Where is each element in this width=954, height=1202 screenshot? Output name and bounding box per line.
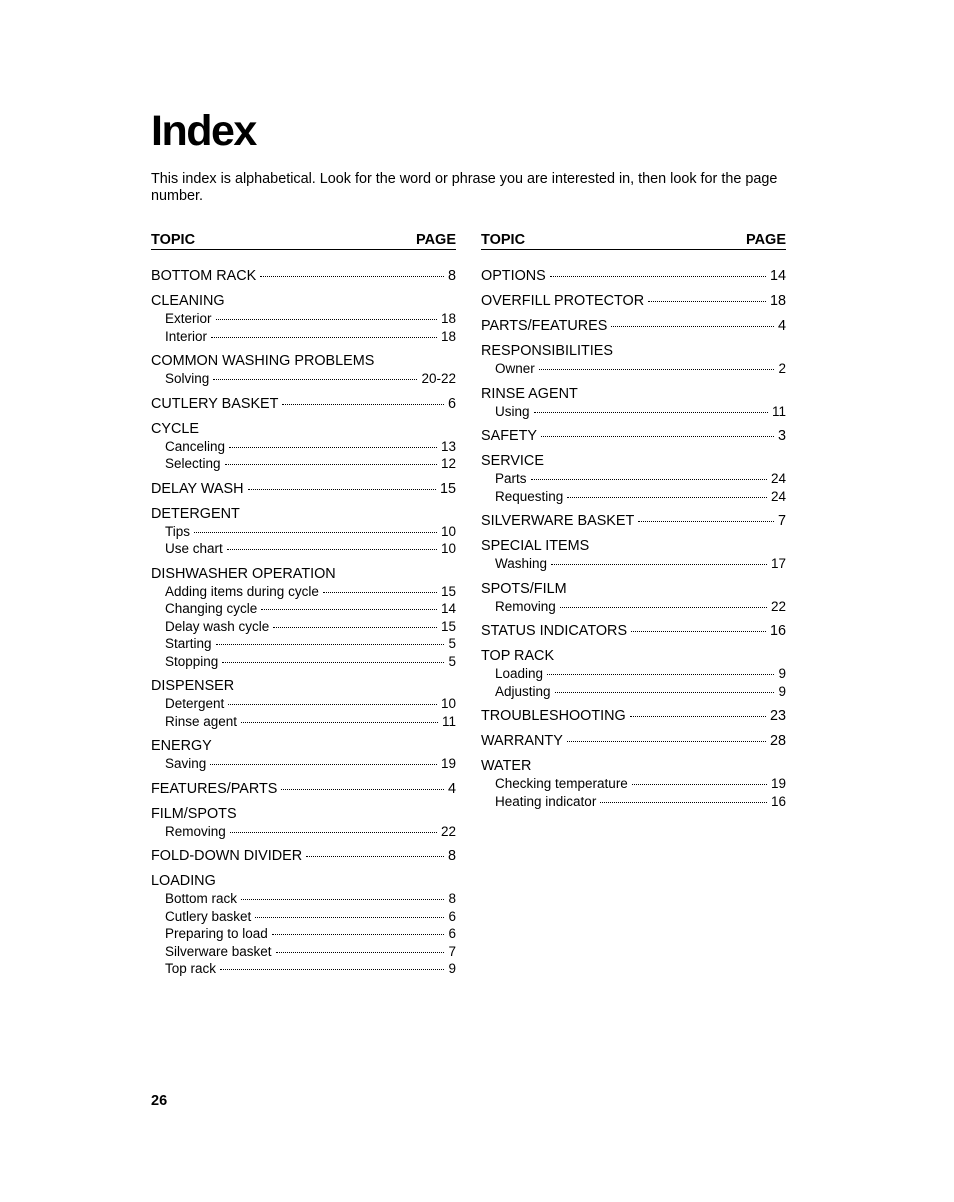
index-column-left — [151, 231, 456, 985]
entry-topic: OPTIONS — [481, 268, 546, 284]
dot-leader — [230, 832, 437, 833]
entry-page: 24 — [770, 488, 786, 504]
index-subentry — [481, 470, 786, 488]
entry-topic: SERVICE — [481, 453, 544, 469]
entry-topic: Exterior — [165, 311, 212, 326]
entry-page: 9 — [448, 961, 456, 976]
index-subentry — [151, 583, 456, 601]
index-subentry — [481, 598, 786, 616]
dot-leader — [630, 716, 766, 717]
dot-leader — [282, 404, 444, 405]
dot-leader — [600, 802, 767, 803]
entry-topic: Starting — [165, 636, 212, 651]
index-subentry — [151, 310, 456, 328]
entry-topic: WATER — [481, 758, 532, 774]
entry-page: 18 — [440, 328, 456, 344]
entry-topic: Selecting — [165, 456, 221, 471]
entry-page: 15 — [439, 480, 456, 497]
entry-topic: Preparing to load — [165, 926, 268, 941]
index-entry — [481, 317, 786, 335]
dot-leader — [228, 704, 437, 705]
dot-leader — [539, 369, 775, 370]
index-subentry — [481, 665, 786, 683]
entry-page: 24 — [770, 471, 786, 486]
index-entry — [151, 565, 456, 671]
index-entry — [481, 267, 786, 285]
entry-page: 10 — [440, 696, 456, 711]
entry-page: 3 — [777, 428, 786, 444]
entry-topic: DETERGENT — [151, 505, 240, 522]
index-entry — [151, 872, 456, 978]
entry-topic: FILM/SPOTS — [151, 805, 237, 822]
entry-page: 6 — [448, 926, 456, 941]
entry-topic: Owner — [495, 361, 535, 376]
index-subentry — [151, 653, 456, 671]
entry-page: 11 — [771, 403, 786, 419]
index-subentry — [481, 775, 786, 793]
index-subentry — [151, 695, 456, 713]
entry-topic: FOLD-DOWN DIVIDER — [151, 848, 303, 864]
index-subentry — [151, 438, 456, 456]
index-entry — [481, 580, 786, 616]
dot-leader — [255, 917, 444, 918]
entry-page: 18 — [440, 311, 456, 326]
dot-leader — [555, 692, 775, 693]
entry-page: 20-22 — [421, 371, 456, 386]
dot-leader — [225, 464, 437, 465]
index-subentry — [151, 328, 456, 346]
entry-topic: Top rack — [165, 961, 217, 976]
index-entry — [151, 420, 456, 473]
entry-topic: LOADING — [151, 873, 216, 889]
entry-page: 11 — [441, 713, 456, 729]
dot-leader — [611, 326, 774, 327]
index-entry — [151, 505, 456, 558]
entry-page: 7 — [448, 943, 456, 959]
entry-page: 5 — [448, 636, 456, 651]
index-entry — [481, 342, 786, 378]
entry-topic: Requesting — [495, 488, 564, 504]
dot-leader — [222, 662, 444, 663]
page-header: PAGE — [415, 232, 456, 248]
index-subentry — [481, 793, 786, 811]
entry-topic: Using — [495, 403, 530, 419]
page-title: Index — [151, 107, 256, 155]
index-subentry — [151, 540, 456, 558]
entry-topic: Parts — [495, 471, 527, 486]
entry-topic: Heating indicator — [495, 793, 597, 809]
index-entry-row — [151, 267, 456, 285]
dot-leader — [550, 276, 766, 277]
dot-leader — [648, 301, 766, 302]
entry-topic: TROUBLESHOOTING — [481, 708, 626, 724]
entry-page: 23 — [769, 708, 786, 724]
column-header — [151, 231, 456, 250]
dot-leader — [272, 934, 445, 935]
index-entry-row — [151, 847, 456, 865]
entry-page: 16 — [770, 793, 786, 809]
index-entry — [151, 352, 456, 388]
index-entry-row — [151, 395, 456, 413]
dot-leader — [273, 627, 437, 628]
entry-topic: RINSE AGENT — [481, 385, 578, 402]
entry-page: 19 — [440, 756, 456, 771]
index-subentry — [481, 683, 786, 701]
index-subentry — [151, 925, 456, 943]
index-entry — [151, 780, 456, 798]
dot-leader — [241, 722, 438, 723]
entry-topic: Washing — [495, 556, 548, 571]
index-entry — [151, 737, 456, 773]
entry-topic: SAFETY — [481, 428, 537, 444]
topic-header: TOPIC — [151, 232, 196, 248]
entry-topic: TOP RACK — [481, 648, 555, 664]
entry-page: 8 — [448, 891, 456, 906]
entry-page: 6 — [448, 908, 456, 924]
index-entry-row — [151, 480, 456, 498]
index-subentry — [151, 370, 456, 388]
entry-topic: Adding items during cycle — [165, 583, 319, 599]
index-entry-row — [481, 317, 786, 335]
entry-topic: Tips — [165, 523, 191, 539]
entry-topic: PARTS/FEATURES — [481, 318, 608, 334]
entry-page: 2 — [778, 361, 786, 376]
index-entry — [481, 622, 786, 640]
dot-leader — [216, 644, 445, 645]
entry-topic: RESPONSIBILITIES — [481, 343, 613, 359]
entry-page: 28 — [769, 733, 786, 749]
index-subentry — [151, 635, 456, 653]
dot-leader — [541, 436, 774, 437]
index-entry-row — [481, 427, 786, 445]
index-entry-row — [481, 622, 786, 640]
entry-topic: DISPENSER — [151, 678, 235, 694]
entry-page: 7 — [777, 513, 786, 529]
entry-topic: Cutlery basket — [165, 908, 252, 924]
entry-topic: DELAY WASH — [151, 480, 244, 497]
entry-topic: Solving — [165, 371, 210, 386]
entry-topic: Adjusting — [495, 683, 551, 699]
dot-leader — [281, 789, 444, 790]
entry-page: 22 — [770, 598, 786, 614]
dot-leader — [531, 479, 767, 480]
dot-leader — [551, 564, 767, 565]
entry-page: 18 — [769, 293, 786, 309]
entry-page: 19 — [770, 776, 786, 791]
entry-topic: Detergent — [165, 696, 225, 711]
dot-leader — [276, 952, 445, 953]
index-entry-row — [151, 780, 456, 798]
entry-topic: Checking temperature — [495, 776, 628, 791]
dot-leader — [210, 764, 437, 765]
entry-topic: Bottom rack — [165, 891, 238, 906]
entry-topic: Removing — [165, 823, 226, 839]
dot-leader — [323, 592, 437, 593]
index-subentry — [151, 455, 456, 473]
entry-page: 8 — [447, 268, 456, 284]
entry-topic: Rinse agent — [165, 713, 238, 729]
dot-leader — [567, 497, 767, 498]
dot-leader — [547, 674, 774, 675]
entry-page: 9 — [778, 683, 786, 699]
entry-page: 6 — [447, 395, 456, 412]
index-entry — [481, 385, 786, 421]
index-entry-row — [481, 292, 786, 310]
entry-topic: Silverware basket — [165, 943, 272, 959]
index-entry — [481, 732, 786, 750]
entry-topic: CUTLERY BASKET — [151, 395, 279, 412]
dot-leader — [560, 607, 767, 608]
index-subentry — [151, 960, 456, 978]
index-subentry — [151, 890, 456, 908]
index-intro: This index is alphabetical. Look for the word or phrase you are interested in, then look for the page number. — [151, 171, 778, 204]
index-subentry — [151, 713, 456, 731]
entry-page: 15 — [440, 618, 456, 634]
entry-topic: Loading — [495, 666, 544, 681]
entry-page: 10 — [440, 523, 456, 539]
entry-topic: Changing cycle — [165, 601, 258, 616]
index-entry — [151, 292, 456, 345]
index-subentry — [151, 523, 456, 541]
entry-topic: STATUS INDICATORS — [481, 623, 628, 639]
dot-leader — [261, 609, 437, 610]
entry-page: 9 — [778, 666, 786, 681]
dot-leader — [631, 631, 766, 632]
entry-page: 22 — [440, 823, 456, 839]
entry-topic: DISHWASHER OPERATION — [151, 565, 336, 582]
entry-page: 14 — [440, 601, 456, 616]
entry-topic: OVERFILL PROTECTOR — [481, 293, 645, 309]
index-subentry — [151, 908, 456, 926]
entry-page: 10 — [440, 541, 456, 556]
index-entry — [151, 805, 456, 841]
index-entry — [151, 395, 456, 413]
entry-page: 17 — [770, 556, 786, 571]
index-subentry — [151, 943, 456, 961]
entry-topic: Delay wash cycle — [165, 618, 270, 634]
index-entry-row — [481, 732, 786, 750]
page-header: PAGE — [745, 232, 786, 248]
entry-topic: Use chart — [165, 541, 223, 556]
index-entry — [481, 452, 786, 505]
index-subentry — [481, 360, 786, 378]
page-number: 26 — [151, 1093, 168, 1109]
entry-topic: FEATURES/PARTS — [151, 780, 278, 797]
index-entry-row — [481, 707, 786, 725]
index-subentry — [151, 618, 456, 636]
index-entry-row — [481, 512, 786, 530]
index-entry — [481, 757, 786, 810]
index-column-right — [481, 231, 786, 817]
dot-leader — [248, 489, 436, 490]
entry-topic: CYCLE — [151, 420, 199, 437]
dot-leader — [213, 379, 417, 380]
index-subentry — [481, 488, 786, 506]
entry-page: 13 — [440, 438, 456, 454]
index-subentry — [151, 600, 456, 618]
entry-page: 5 — [448, 653, 456, 669]
entry-topic: Removing — [495, 598, 556, 614]
index-entry — [481, 707, 786, 725]
index-subentry — [151, 823, 456, 841]
dot-leader — [567, 741, 766, 742]
dot-leader — [194, 532, 437, 533]
entry-topic: SPECIAL ITEMS — [481, 538, 590, 554]
index-entry — [481, 537, 786, 573]
index-subentry — [481, 403, 786, 421]
dot-leader — [306, 856, 444, 857]
index-subentry — [151, 755, 456, 773]
entry-topic: WARRANTY — [481, 733, 563, 749]
entry-topic: SILVERWARE BASKET — [481, 513, 635, 529]
dot-leader — [211, 337, 437, 338]
column-header — [481, 231, 786, 250]
dot-leader — [260, 276, 444, 277]
index-subentry — [481, 555, 786, 573]
entry-page: 8 — [447, 848, 456, 864]
entry-topic: SPOTS/FILM — [481, 580, 567, 597]
index-entry — [151, 677, 456, 730]
index-entry — [481, 647, 786, 700]
entry-topic: COMMON WASHING PROBLEMS — [151, 353, 375, 369]
entry-topic: CLEANING — [151, 293, 225, 309]
entry-topic: Interior — [165, 328, 208, 344]
dot-leader — [638, 521, 774, 522]
index-entry — [481, 292, 786, 310]
dot-leader — [220, 969, 444, 970]
dot-leader — [227, 549, 437, 550]
entry-page: 4 — [777, 318, 786, 334]
entry-page: 4 — [447, 780, 456, 797]
entry-topic: Stopping — [165, 653, 219, 669]
entry-topic: BOTTOM RACK — [151, 268, 257, 284]
dot-leader — [534, 412, 768, 413]
entry-page: 12 — [440, 456, 456, 471]
index-entry-row — [481, 267, 786, 285]
topic-header: TOPIC — [481, 232, 526, 248]
entry-topic: Saving — [165, 756, 207, 771]
index-entry — [151, 847, 456, 865]
entry-topic: ENERGY — [151, 738, 212, 754]
entry-page: 14 — [769, 268, 786, 284]
entry-topic: Canceling — [165, 438, 226, 454]
index-entry — [481, 427, 786, 445]
dot-leader — [216, 319, 437, 320]
index-entry — [481, 512, 786, 530]
dot-leader — [632, 784, 767, 785]
index-entry — [151, 267, 456, 285]
entry-page: 15 — [440, 583, 456, 599]
index-entry — [151, 480, 456, 498]
dot-leader — [229, 447, 437, 448]
entry-page: 16 — [769, 623, 786, 639]
dot-leader — [241, 899, 444, 900]
